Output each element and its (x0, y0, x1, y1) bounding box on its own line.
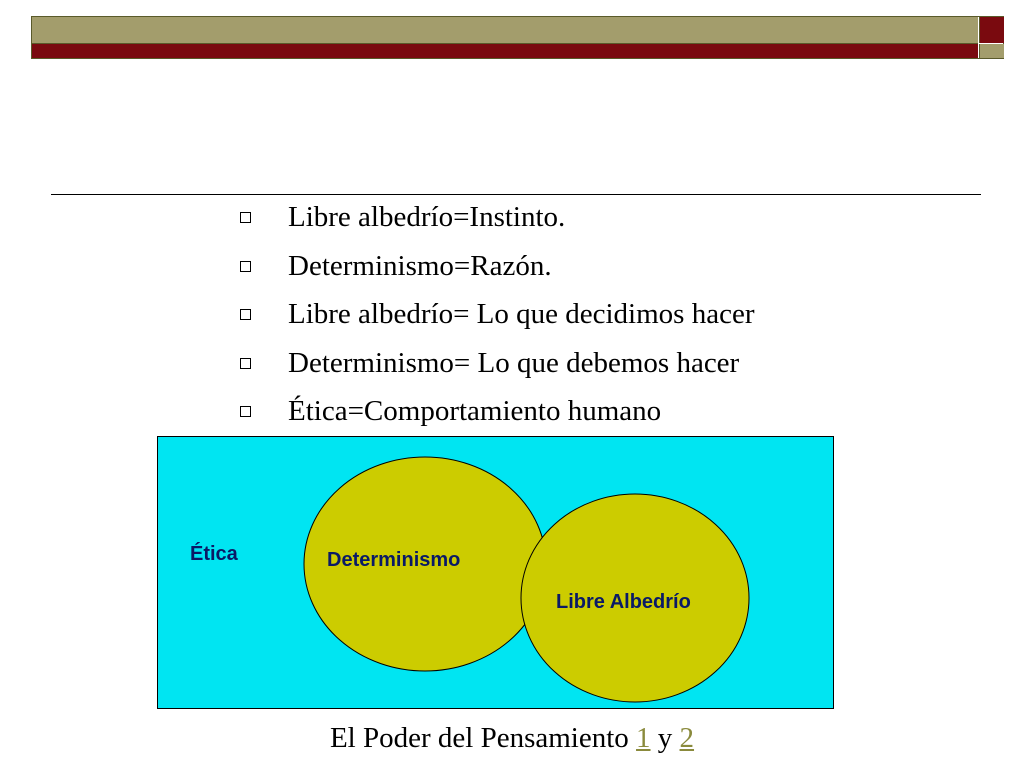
square-bullet-icon (240, 261, 251, 272)
bullet-item (238, 293, 754, 342)
caption-text: El Poder del Pensamiento (329, 722, 629, 754)
libre-albedrio-label: Libre Albedrío (556, 591, 691, 613)
bullet-list (238, 196, 754, 439)
square-bullet-icon (240, 358, 251, 369)
caption-separator: y (657, 722, 673, 754)
bullet-item (238, 196, 754, 245)
link-1[interactable]: 1 (636, 722, 651, 754)
caption (0, 718, 1024, 758)
venn-diagram (157, 436, 834, 709)
bullet-item (238, 390, 754, 439)
title-divider-line (51, 194, 981, 195)
maroon-strip (32, 44, 978, 58)
bullet-text: Libre albedrío=Instinto. (288, 201, 566, 233)
olive-corner-block (979, 44, 1004, 58)
bullet-text: Libre albedrío= Lo que decidimos hacer (288, 298, 755, 330)
etica-label: Ética (190, 543, 238, 565)
olive-strip (32, 17, 978, 44)
square-bullet-icon (240, 212, 251, 223)
square-bullet-icon (240, 309, 251, 320)
link-2[interactable]: 2 (679, 722, 695, 754)
square-bullet-icon (240, 406, 251, 417)
determinismo-label: Determinismo (327, 549, 461, 571)
maroon-corner-block (979, 17, 1004, 43)
bullet-text: Determinismo= Lo que debemos hacer (288, 346, 740, 379)
bullet-text: Ética=Comportamiento humano (288, 395, 662, 427)
bullet-item (238, 342, 754, 391)
bullet-text: Determinismo=Razón. (288, 249, 552, 282)
bullet-item (238, 245, 754, 294)
header-decoration-bar (31, 16, 1004, 59)
